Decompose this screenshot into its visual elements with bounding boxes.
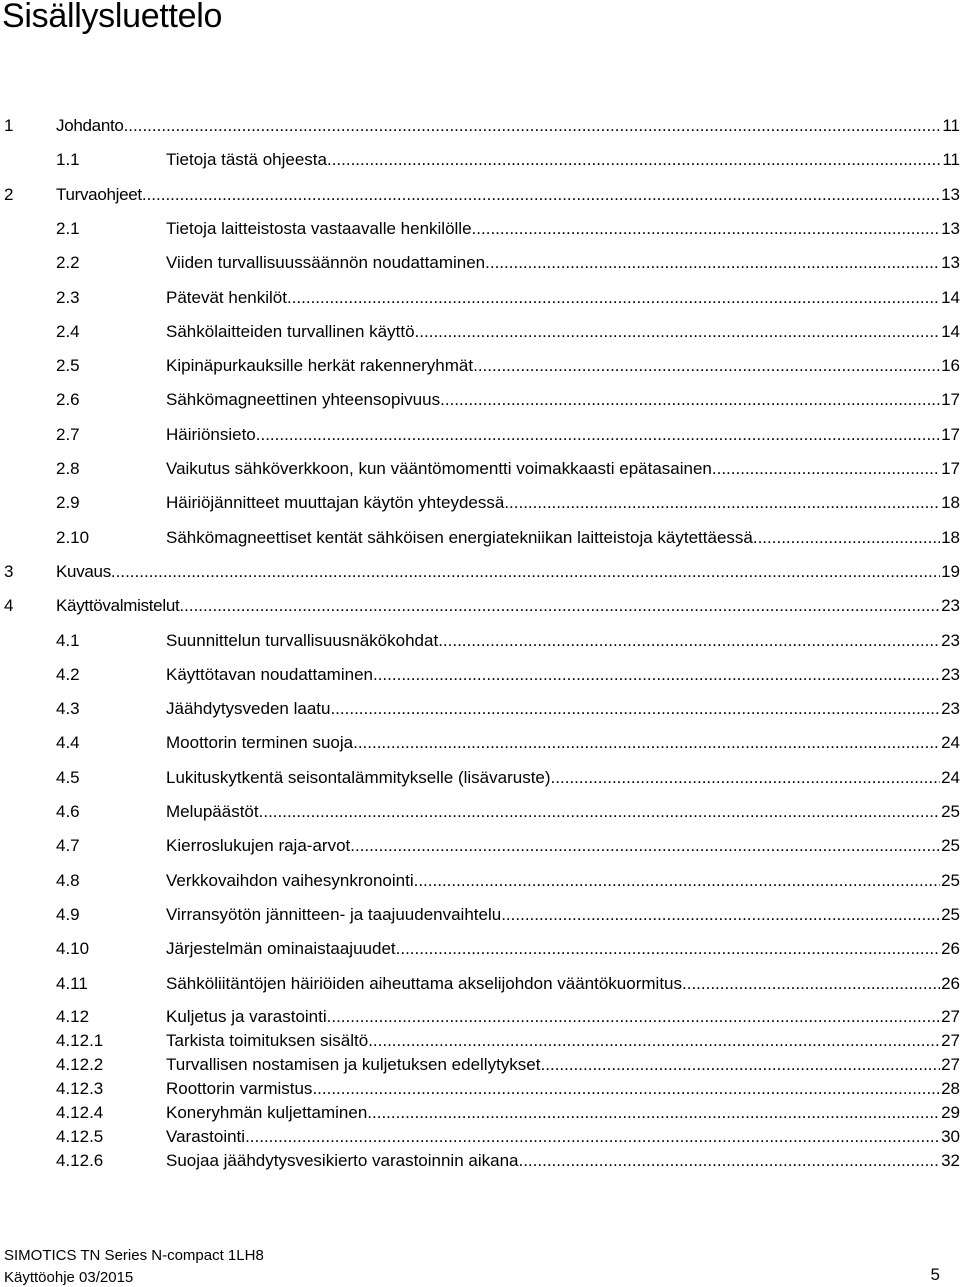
toc-entry-page[interactable]: 32 <box>941 1151 960 1170</box>
toc-entry-number: 2.8 <box>56 459 80 478</box>
toc-entry-page[interactable]: 17 <box>941 459 960 478</box>
toc-entry-title[interactable]: Häiriönsieto <box>166 424 256 444</box>
toc-entry-number: 2.9 <box>56 493 80 513</box>
toc-entry-title[interactable]: Pätevät henkilöt <box>166 287 287 307</box>
toc-entry-title[interactable]: Tietoja laitteistosta vastaavalle henkilölle <box>166 218 472 238</box>
toc-entry-title[interactable]: Suunnittelun turvallisuusnäkökohdat <box>166 630 439 650</box>
dot-leader <box>504 491 940 515</box>
toc-entry-page[interactable]: 27 <box>941 1055 960 1074</box>
toc-entry[interactable] <box>0 388 960 412</box>
toc-entry-number: 1 <box>4 116 14 135</box>
toc-entry-number: 4.12.5 <box>56 1127 104 1146</box>
dot-leader <box>473 354 940 378</box>
toc-entry-leader <box>56 183 940 207</box>
toc-entry-title[interactable]: Käyttötavan noudattaminen <box>166 664 373 684</box>
toc-entry-title[interactable]: Tietoja tästä ohjeesta <box>166 150 327 170</box>
toc-entry-leader <box>166 629 940 653</box>
toc-entry[interactable] <box>0 217 960 241</box>
toc-entry[interactable] <box>0 560 960 584</box>
toc-entry-leader <box>166 423 940 447</box>
toc-entry[interactable] <box>0 1125 960 1149</box>
toc-entry-page[interactable]: 23 <box>941 664 960 684</box>
toc-entry-page[interactable]: 30 <box>941 1127 960 1146</box>
toc-entry-title[interactable]: Varastointi <box>166 1127 246 1146</box>
toc-entry-title[interactable]: Häiriöjännitteet muuttajan käytön yhteydessä <box>166 493 505 513</box>
toc-entry-title[interactable]: Verkkovaihdon vaihesynkronointi <box>166 870 414 890</box>
toc-entry-page[interactable]: 26 <box>941 973 960 993</box>
toc-entry-page[interactable]: 25 <box>941 802 960 821</box>
toc-entry-number: 2.10 <box>56 527 90 547</box>
toc-entry-page[interactable]: 25 <box>941 904 960 924</box>
dot-leader <box>396 937 940 961</box>
dot-leader <box>440 388 940 412</box>
toc-entry-number: 2 <box>4 184 14 204</box>
toc-entry-title[interactable]: Vaikutus sähköverkkoon, kun vääntömomentti voimakkaasti epätasainen <box>166 459 712 478</box>
toc-entry-leader <box>166 1053 940 1077</box>
toc-entry-title[interactable]: Moottorin terminen suoja <box>166 733 354 753</box>
dot-leader <box>327 1005 940 1029</box>
toc-entry-page[interactable]: 29 <box>941 1103 960 1122</box>
dot-leader <box>682 972 940 996</box>
toc-entry-leader <box>166 251 940 275</box>
toc-entry[interactable] <box>0 114 960 138</box>
toc-entry-page[interactable]: 16 <box>941 356 960 376</box>
dot-leader <box>111 560 940 584</box>
dot-leader <box>501 903 940 927</box>
toc-entry-title[interactable]: Tarkista toimituksen sisältö <box>166 1031 369 1050</box>
toc-entry-leader <box>166 1005 940 1029</box>
toc-entry-leader <box>166 766 940 790</box>
toc-entry-number: 4.12.4 <box>56 1103 104 1122</box>
dot-leader <box>551 766 940 790</box>
dot-leader <box>353 731 940 755</box>
dot-leader <box>330 697 940 721</box>
toc-entry[interactable] <box>0 148 960 172</box>
toc-entry-leader <box>56 114 940 138</box>
footer-product: SIMOTICS TN Series N-compact 1LH8 <box>4 1247 264 1264</box>
toc-entry-number: 4.5 <box>56 767 80 787</box>
dot-leader <box>373 663 940 687</box>
toc-entry[interactable] <box>0 903 960 927</box>
dot-leader <box>256 423 940 447</box>
toc-entry-leader <box>166 869 940 893</box>
toc-entry-leader <box>166 388 940 412</box>
toc-entry-number: 2.5 <box>56 356 80 376</box>
dot-leader <box>368 1029 940 1053</box>
toc-entry-page[interactable]: 25 <box>941 836 960 856</box>
toc-entry-leader <box>166 903 940 927</box>
toc-entry-leader <box>166 834 940 858</box>
toc-entry-page[interactable]: 23 <box>941 699 960 719</box>
toc-entry-leader <box>166 217 940 241</box>
toc-entry[interactable] <box>0 834 960 858</box>
toc-entry-page[interactable]: 19 <box>941 561 960 581</box>
toc-entry[interactable] <box>0 1053 960 1077</box>
toc-entry-number: 1.1 <box>56 150 80 170</box>
toc-entry[interactable] <box>0 423 960 447</box>
toc-entry-number: 4 <box>4 596 14 616</box>
toc-entry-title[interactable]: Koneryhmän kuljettaminen <box>166 1103 368 1122</box>
toc-entry[interactable] <box>0 286 960 310</box>
dot-leader <box>438 629 940 653</box>
toc-entry-leader <box>166 526 940 550</box>
toc-entry-number: 4.8 <box>56 870 80 890</box>
toc-entry-title[interactable]: Turvaohjeet <box>56 184 142 204</box>
toc-entry-number: 4.9 <box>56 904 80 924</box>
toc-entry-leader <box>166 1149 940 1173</box>
toc-entry-title[interactable]: Virransyötön jännitteen- ja taajuudenvaihtelu <box>166 904 502 924</box>
toc-entry-number: 4.12.3 <box>56 1079 104 1098</box>
dot-leader <box>312 1077 940 1101</box>
dot-leader <box>259 800 940 824</box>
toc-entry-page[interactable]: 14 <box>941 321 960 341</box>
toc-entry-title[interactable]: Viiden turvallisuussäännön noudattaminen <box>166 253 486 273</box>
toc-entry-number: 4.7 <box>56 836 80 856</box>
toc-entry[interactable] <box>0 320 960 344</box>
toc-entry-title[interactable]: Sähkömagneettinen yhteensopivuus <box>166 390 441 410</box>
toc-entry-page[interactable]: 13 <box>941 218 960 238</box>
dot-leader <box>414 869 940 893</box>
toc-entry-title[interactable]: Sähkömagneettiset kentät sähköisen energiatekniikan laitteistoja käytettäessä <box>166 527 753 547</box>
toc-entry[interactable] <box>0 800 960 824</box>
dot-leader <box>179 594 940 618</box>
dot-leader <box>415 320 940 344</box>
toc-entry-leader <box>166 800 940 824</box>
toc-entry[interactable] <box>0 663 960 687</box>
toc-entry-page[interactable]: 17 <box>941 424 960 444</box>
dot-leader <box>367 1101 940 1125</box>
toc-entry-title[interactable]: Käyttövalmistelut <box>56 596 180 616</box>
toc-entry-page[interactable]: 17 <box>941 390 960 410</box>
toc-entry-leader <box>166 663 940 687</box>
toc-entry-leader <box>166 937 940 961</box>
dot-leader <box>350 834 940 858</box>
toc-entry-leader <box>166 491 940 515</box>
toc-entry-number: 4.12.2 <box>56 1055 104 1074</box>
toc-entry[interactable] <box>0 251 960 275</box>
toc-entry[interactable] <box>0 972 960 996</box>
toc-entry-leader <box>56 560 940 584</box>
toc-entry-page[interactable]: 23 <box>941 596 960 616</box>
toc-entry[interactable] <box>0 526 960 550</box>
toc-entry-page[interactable]: 24 <box>941 733 960 753</box>
toc-entry-title[interactable]: Järjestelmän ominaistaajuudet <box>166 939 396 959</box>
toc-entry-number: 2.4 <box>56 321 80 341</box>
toc-entry-page[interactable]: 27 <box>941 1007 960 1026</box>
dot-leader <box>245 1125 940 1149</box>
toc-entry-number: 4.10 <box>56 939 90 959</box>
footer-document: Käyttöohje 03/2015 <box>4 1269 134 1286</box>
toc-entry[interactable] <box>0 354 960 378</box>
toc-entry-number: 4.12 <box>56 1007 90 1026</box>
dot-leader <box>287 286 940 310</box>
toc-entry[interactable] <box>0 491 960 515</box>
toc-entry-title[interactable]: Suojaa jäähdytysvesikierto varastoinnin aikana <box>166 1151 519 1170</box>
toc-entry-leader <box>166 148 940 172</box>
toc-entry-number: 4.12.6 <box>56 1151 104 1170</box>
page-title: Sisällysluettelo <box>2 0 223 35</box>
dot-leader <box>541 1053 941 1077</box>
dot-leader <box>518 1149 940 1173</box>
toc-entry[interactable] <box>0 766 960 790</box>
toc-entry-leader <box>56 594 940 618</box>
toc-entry-page[interactable]: 24 <box>941 767 960 787</box>
toc-entry-page[interactable]: 13 <box>941 184 960 204</box>
toc-entry-page[interactable]: 18 <box>941 527 960 547</box>
dot-leader <box>472 217 940 241</box>
toc-entry-page[interactable]: 13 <box>941 253 960 273</box>
toc-entry-number: 4.3 <box>56 699 80 719</box>
toc-entry[interactable] <box>0 183 960 207</box>
toc-entry-leader <box>166 972 940 996</box>
toc-entry[interactable] <box>0 1077 960 1101</box>
dot-leader <box>327 148 940 172</box>
toc-entry-page[interactable]: 26 <box>941 939 960 959</box>
toc-entry-leader <box>166 1029 940 1053</box>
footer-page-number: 5 <box>930 1265 940 1284</box>
toc-entry-leader <box>166 354 940 378</box>
toc-entry-title[interactable]: Kierroslukujen raja-arvot <box>166 836 351 856</box>
toc-entry-number: 4.12.1 <box>56 1031 104 1050</box>
toc-entry[interactable] <box>0 697 960 721</box>
dot-leader <box>712 457 940 481</box>
toc-entry-number: 2.3 <box>56 287 80 307</box>
toc-entry-leader <box>166 731 940 755</box>
toc-entry-leader <box>166 457 940 481</box>
toc-entry-title[interactable]: Jäähdytysveden laatu <box>166 699 331 719</box>
toc-entry[interactable] <box>0 869 960 893</box>
toc-entry-title[interactable]: Lukituskytkentä seisontalämmitykselle (lisävaruste) <box>166 767 551 787</box>
toc-entry[interactable] <box>0 594 960 618</box>
toc-entry-page[interactable]: 11 <box>942 150 960 170</box>
toc-entry-title[interactable]: Kipinäpurkauksille herkät rakenneryhmät <box>166 356 474 376</box>
toc-entry-number: 4.6 <box>56 802 80 821</box>
toc-entry-number: 3 <box>4 561 14 581</box>
toc-entry-title[interactable]: Roottorin varmistus <box>166 1079 313 1098</box>
toc-entry-page[interactable]: 11 <box>942 116 960 135</box>
toc-entry[interactable] <box>0 937 960 961</box>
toc-entry[interactable] <box>0 731 960 755</box>
page-footer <box>4 1247 940 1287</box>
toc-entry-page[interactable]: 23 <box>941 630 960 650</box>
toc-entry-title[interactable]: Sähkölaitteiden turvallinen käyttö <box>166 321 415 341</box>
toc-entry-title[interactable]: Kuvaus <box>56 561 111 581</box>
dot-leader <box>124 114 940 138</box>
toc-entry-title[interactable]: Turvallisen nostamisen ja kuljetuksen edellytykset <box>166 1055 541 1074</box>
toc-entry-number: 4.1 <box>56 630 80 650</box>
toc-entry-number: 4.2 <box>56 664 80 684</box>
toc-entry-leader <box>166 1077 940 1101</box>
dot-leader <box>485 251 940 275</box>
toc-entry-page[interactable]: 27 <box>941 1031 960 1050</box>
toc-entry-leader <box>166 286 940 310</box>
toc-entry-title[interactable]: Kuljetus ja varastointi <box>166 1007 327 1026</box>
toc-entry-title[interactable]: Johdanto <box>56 116 124 135</box>
toc-entry-number: 2.1 <box>56 218 80 238</box>
toc-entry[interactable] <box>0 1149 960 1173</box>
toc-entry-number: 2.6 <box>56 390 80 410</box>
toc-entry[interactable] <box>0 1005 960 1029</box>
dot-leader <box>753 526 940 550</box>
dot-leader <box>142 183 940 207</box>
toc-entry-number: 4.11 <box>56 973 88 993</box>
toc-entry-leader <box>166 697 940 721</box>
toc-entry[interactable] <box>0 1101 960 1125</box>
toc-entry-leader <box>166 320 940 344</box>
toc-entry-title[interactable]: Sähköliitäntöjen häiriöiden aiheuttama akselijohdon vääntökuormitus <box>166 973 682 993</box>
toc-entry[interactable] <box>0 629 960 653</box>
toc-entry-leader <box>166 1101 940 1125</box>
toc-entry-page[interactable]: 28 <box>941 1079 960 1098</box>
toc-entry-number: 2.2 <box>56 253 80 273</box>
toc-entry-title[interactable]: Melupäästöt <box>166 802 259 821</box>
toc-entry-number: 4.4 <box>56 733 80 753</box>
toc-entry[interactable] <box>0 457 960 481</box>
toc-entry-page[interactable]: 25 <box>941 870 960 890</box>
toc-entry[interactable] <box>0 1029 960 1053</box>
toc-entry-leader <box>166 1125 940 1149</box>
toc-entry-page[interactable]: 14 <box>941 287 960 307</box>
toc-entry-number: 2.7 <box>56 424 80 444</box>
toc-entry-page[interactable]: 18 <box>941 493 960 513</box>
